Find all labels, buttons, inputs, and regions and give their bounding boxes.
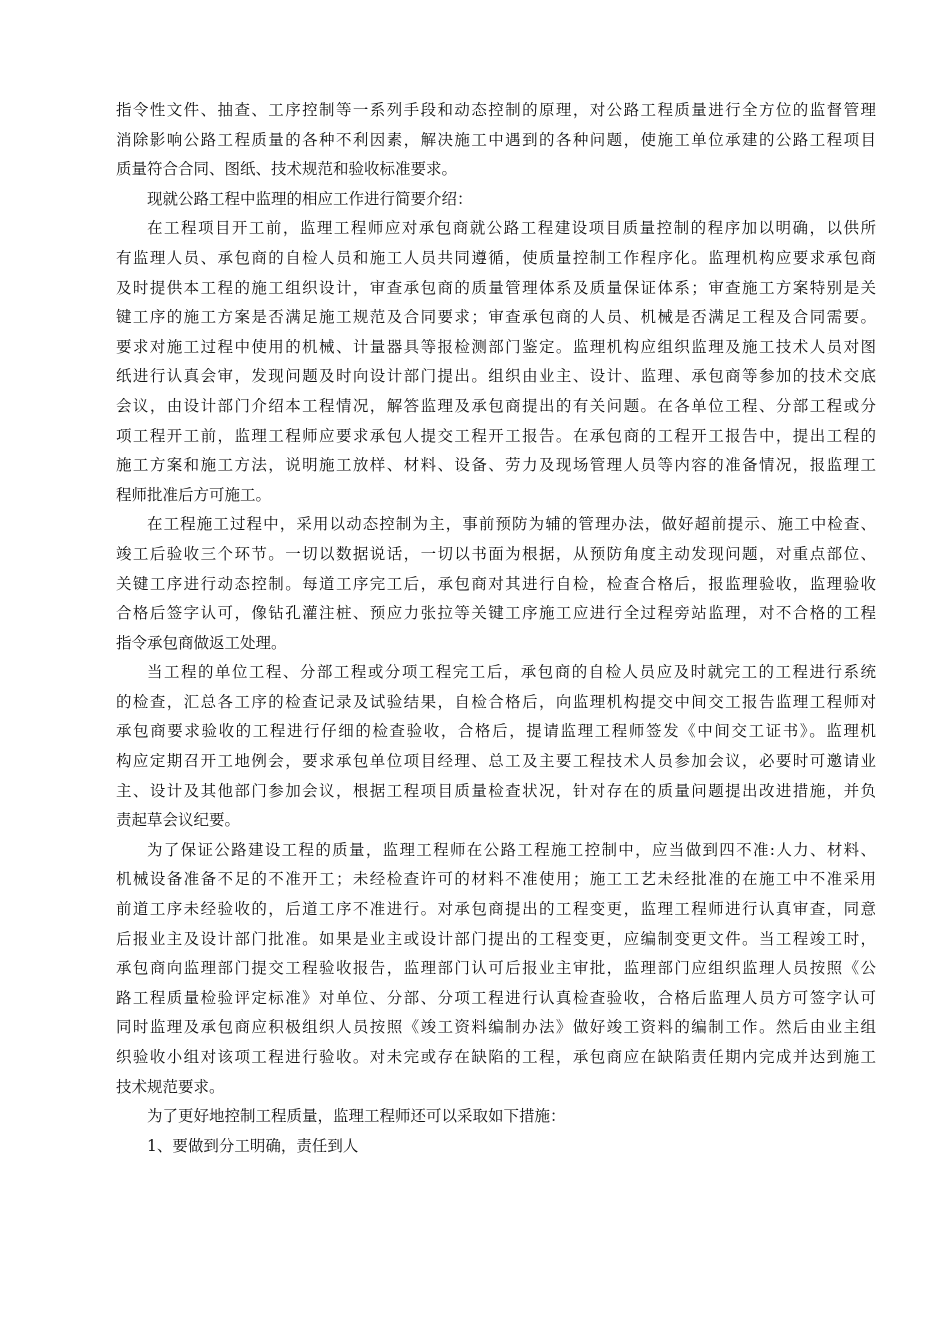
text-line: 指令承包商做返工处理。 [116, 633, 287, 652]
text-line: 会议，由设计部门介绍本工程情况，解答监理及承包商提出的有关问题。在各单位工程、分部工程或分 [116, 396, 876, 415]
text-line: 合格后签字认可，像钻孔灌注桩、预应力张拉等关键工序施工应进行全过程旁站监理，对不合格的工程 [116, 604, 876, 623]
text-line: 指令性文件、抽查、工序控制等一系列手段和动态控制的原理，对公路工程质量进行全方位的监督管理 [116, 101, 876, 119]
text-line: 构应定期召开工地例会，要求承包单位项目经理、总工及主要工程技术人员参加会议，必要时可邀请业 [116, 752, 876, 771]
text-line: 后报业主及设计部门批准。如果是业主或设计部门提出的工程变更，应编制变更文件。当工程竣工时， [116, 929, 876, 948]
text-line: 键工序的施工方案是否满足施工规范及合同要求；审查承包商的人员、机械是否满足工程及合同需要。 [116, 308, 876, 327]
text-line: 在工程施工过程中，采用以动态控制为主，事前预防为辅的管理办法，做好超前提示、施工中检查、 [147, 515, 876, 534]
text-line: 同时监理及承包商应积极组织人员按照《竣工资料编制办法》做好竣工资料的编制工作。然后由业主组 [116, 1018, 876, 1037]
text-line: 承包商向监理部门提交工程验收报告，监理部门认可后报业主审批，监理部门应组织监理人员按照《公 [116, 959, 876, 978]
text-line: 承包商要求验收的工程进行仔细的检查验收，合格后，提请监理工程师签发《中间交工证书》。监理机 [116, 722, 876, 741]
text-line: 织验收小组对该项工程进行验收。对未完或存在缺陷的工程，承包商应在缺陷责任期内完成并达到施工 [116, 1048, 876, 1066]
text-line: 1、要做到分工明确，责任到人 [147, 1136, 359, 1155]
text-line: 当工程的单位工程、分部工程或分项工程完工后，承包商的自检人员应及时就完工的工程进行系统 [147, 663, 876, 682]
text-line: 施工方案和施工方法，说明施工放样、材料、设备、劳力及现场管理人员等内容的准备情况，报监理工 [116, 456, 876, 475]
text-line: 主、设计及其他部门参加会议，根据工程项目质量检查状况，针对存在的质量问题提出改进措施，并负 [116, 781, 876, 800]
text-line: 为了保证公路建设工程的质量，监理工程师在公路工程施工控制中，应当做到四不准:人力、材料、 [147, 840, 876, 859]
text-line: 在工程项目开工前，监理工程师应对承包商就公路工程建设项目质量控制的程序加以明确，以供所 [147, 219, 876, 238]
document-page [116, 96, 876, 1161]
text-line: 路工程质量检验评定标准》对单位、分部、分项工程进行认真检查验收，合格后监理人员方可签字认可 [116, 988, 876, 1007]
text-line: 及时提供本工程的施工组织设计，审查承包商的质量管理体系及质量保证体系；审查施工方案特别是关 [116, 278, 876, 297]
text-line: 项工程开工前，监理工程师应要求承包人提交工程开工报告。在承包商的工程开工报告中，提出工程的 [116, 426, 876, 445]
text-line: 关键工序进行动态控制。每道工序完工后，承包商对其进行自检，检查合格后，报监理验收，监理验收 [116, 574, 876, 593]
text-line: 机械设备准备不足的不准开工；未经检查许可的材料不准使用；施工工艺未经批准的在施工中不准采用 [116, 870, 876, 889]
text-line: 要求对施工过程中使用的机械、计量器具等报检测部门鉴定。监理机构应组织监理及施工技术人员对图 [116, 337, 876, 356]
text-line: 竣工后验收三个环节。一切以数据说话，一切以书面为根据，从预防角度主动发现问题，对重点部位、 [116, 544, 876, 563]
text-line: 技术规范要求。 [116, 1077, 225, 1096]
text-line: 的检查，汇总各工序的检查记录及试验结果，自检合格后，向监理机构提交中间交工报告监理工程师对 [116, 692, 876, 711]
text-line: 前道工序未经验收的，后道工序不准进行。对承包商提出的工程变更，监理工程师进行认真审查，同意 [116, 900, 876, 919]
text-line: 质量符合合同、图纸、技术规范和验收标准要求。 [116, 160, 458, 179]
text-line: 为了更好地控制工程质量，监理工程师还可以采取如下措施： [147, 1107, 566, 1126]
text-line: 程师批准后方可施工。 [116, 485, 272, 504]
text-line: 消除影响公路工程质量的各种不利因素，解决施工中遇到的各种问题，使施工单位承建的公路工程项目 [116, 130, 876, 149]
text-line: 有监理人员、承包商的自检人员和施工人员共同遵循，使质量控制工作程序化。监理机构应要求承包商 [116, 248, 876, 267]
text-line: 责起草会议纪要。 [116, 811, 241, 830]
text-line: 纸进行认真会审，发现问题及时向设计部门提出。组织由业主、设计、监理、承包商等参加的技术交底 [116, 367, 876, 386]
text-line: 现就公路工程中监理的相应工作进行简要介绍： [147, 189, 473, 208]
